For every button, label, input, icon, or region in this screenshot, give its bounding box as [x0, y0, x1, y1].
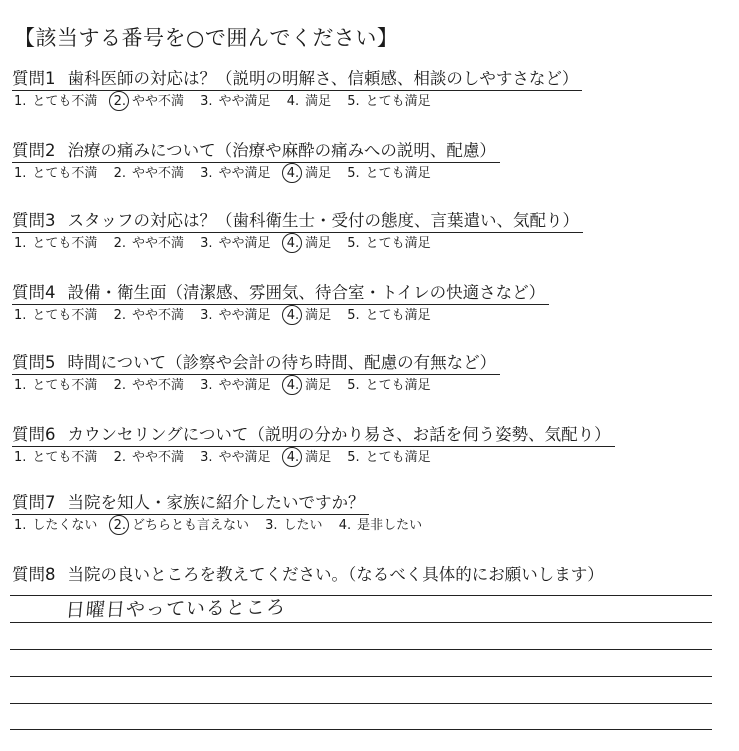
- answer-line: [10, 703, 712, 704]
- option-2[interactable]: 2. やや不満: [113, 308, 184, 323]
- option-2[interactable]: 2. やや不満: [113, 166, 184, 181]
- option-2[interactable]: 2. やや不満: [113, 450, 184, 465]
- option-3[interactable]: 3. やや満足: [200, 236, 271, 251]
- question-text: 当院を知人・家族に紹介したいですか？: [67, 493, 365, 512]
- question-number: 質問7: [12, 493, 56, 512]
- selected-circle: [282, 233, 302, 253]
- option-3[interactable]: 3. したい: [265, 518, 323, 533]
- option-1[interactable]: 1. とても不満: [14, 166, 98, 181]
- option-3[interactable]: 3. やや満足: [200, 94, 271, 109]
- option-2[interactable]: 2. やや不満: [113, 378, 184, 393]
- option-4[interactable]: 4. 満足: [286, 94, 332, 109]
- answer-line: [10, 622, 712, 623]
- question-number: 質問1: [12, 69, 56, 88]
- question-6-title: [12, 424, 615, 447]
- handwritten-answer[interactable]: 日曜日やっているところ: [64, 596, 288, 622]
- question-4-title: [12, 282, 549, 305]
- option-5[interactable]: 5. とても満足: [347, 236, 431, 251]
- question-number: 質問8: [12, 565, 56, 584]
- question-text: カウンセリングについて（説明の分かり易さ、お話を伺う姿勢、気配り）: [67, 425, 611, 444]
- selected-circle: [282, 305, 302, 325]
- option-1[interactable]: 1. したくない: [14, 518, 98, 533]
- question-7: [12, 492, 434, 535]
- question-number: 質問3: [12, 211, 56, 230]
- question-number: 質問4: [12, 283, 56, 302]
- option-5[interactable]: 5. とても満足: [347, 94, 431, 109]
- option-3[interactable]: 3. やや満足: [200, 378, 271, 393]
- selected-circle: [282, 375, 302, 395]
- selected-circle: [282, 163, 302, 183]
- option-5[interactable]: 5. とても満足: [347, 378, 431, 393]
- question-text: 当院の良いところを教えてください。（なるべく具体的にお願いします）: [67, 565, 604, 584]
- question-number: 質問5: [12, 353, 56, 372]
- form-header: 【該当する番号を○で囲んでください】: [14, 26, 399, 50]
- option-4[interactable]: 4. 満足: [287, 449, 331, 467]
- option-3[interactable]: 3. やや満足: [200, 166, 271, 181]
- question-5-title: [12, 352, 500, 375]
- option-3[interactable]: 3. やや満足: [200, 308, 271, 323]
- answer-line: [10, 649, 712, 650]
- option-3[interactable]: 3. やや満足: [200, 450, 271, 465]
- question-number: 質問2: [12, 141, 56, 160]
- answer-options: [14, 235, 583, 253]
- option-2[interactable]: 2. やや不満: [113, 236, 184, 251]
- question-2: [12, 140, 500, 183]
- option-5[interactable]: 5. とても満足: [347, 166, 431, 181]
- option-2[interactable]: 2. やや不満: [114, 93, 184, 111]
- option-2[interactable]: 2. どちらとも言えない: [114, 517, 249, 535]
- question-8-title: [12, 564, 604, 586]
- question-number: 質問6: [12, 425, 56, 444]
- question-1-title: [12, 68, 582, 91]
- selected-circle: [109, 91, 129, 111]
- answer-options: [14, 377, 500, 395]
- option-1[interactable]: 1. とても不満: [14, 94, 98, 109]
- option-5[interactable]: 5. とても満足: [347, 308, 431, 323]
- option-1[interactable]: 1. とても不満: [14, 450, 98, 465]
- question-7-title: [12, 492, 369, 515]
- option-1[interactable]: 1. とても不満: [14, 236, 98, 251]
- answer-options: [14, 93, 582, 111]
- selected-circle: [109, 515, 129, 535]
- question-5: [12, 352, 500, 395]
- option-4[interactable]: 4. 満足: [287, 235, 331, 253]
- option-4[interactable]: 4. 満足: [287, 165, 331, 183]
- question-6: [12, 424, 615, 467]
- option-4[interactable]: 4. 満足: [287, 307, 331, 325]
- question-8: [12, 564, 604, 586]
- question-text: 時間について（診察や会計の待ち時間、配慮の有無など）: [67, 353, 497, 372]
- question-2-title: [12, 140, 500, 163]
- answer-line: [10, 729, 712, 730]
- question-3-title: [12, 210, 583, 233]
- option-4[interactable]: 4. 満足: [287, 377, 331, 395]
- question-text: 設備・衛生面（清潔感、雰囲気、待合室・トイレの快適さなど）: [67, 283, 546, 302]
- answer-options: [14, 517, 434, 535]
- answer-options: [14, 449, 615, 467]
- answer-options: [14, 165, 500, 183]
- selected-circle: [282, 447, 302, 467]
- question-1: [12, 68, 582, 111]
- option-4[interactable]: 4. 是非したい: [338, 518, 423, 533]
- question-4: [12, 282, 549, 325]
- question-text: 治療の痛みについて（治療や麻酔の痛みへの説明、配慮）: [67, 141, 496, 160]
- option-1[interactable]: 1. とても不満: [14, 378, 98, 393]
- question-text: スタッフの対応は？（歯科衛生士・受付の態度、言葉遣い、気配り）: [67, 211, 579, 230]
- answer-line: [10, 676, 712, 677]
- question-3: [12, 210, 583, 253]
- question-text: 歯科医師の対応は？（説明の明解さ、信頼感、相談のしやすさなど）: [67, 69, 579, 88]
- option-1[interactable]: 1. とても不満: [14, 308, 98, 323]
- answer-options: [14, 307, 549, 325]
- option-5[interactable]: 5. とても満足: [347, 450, 431, 465]
